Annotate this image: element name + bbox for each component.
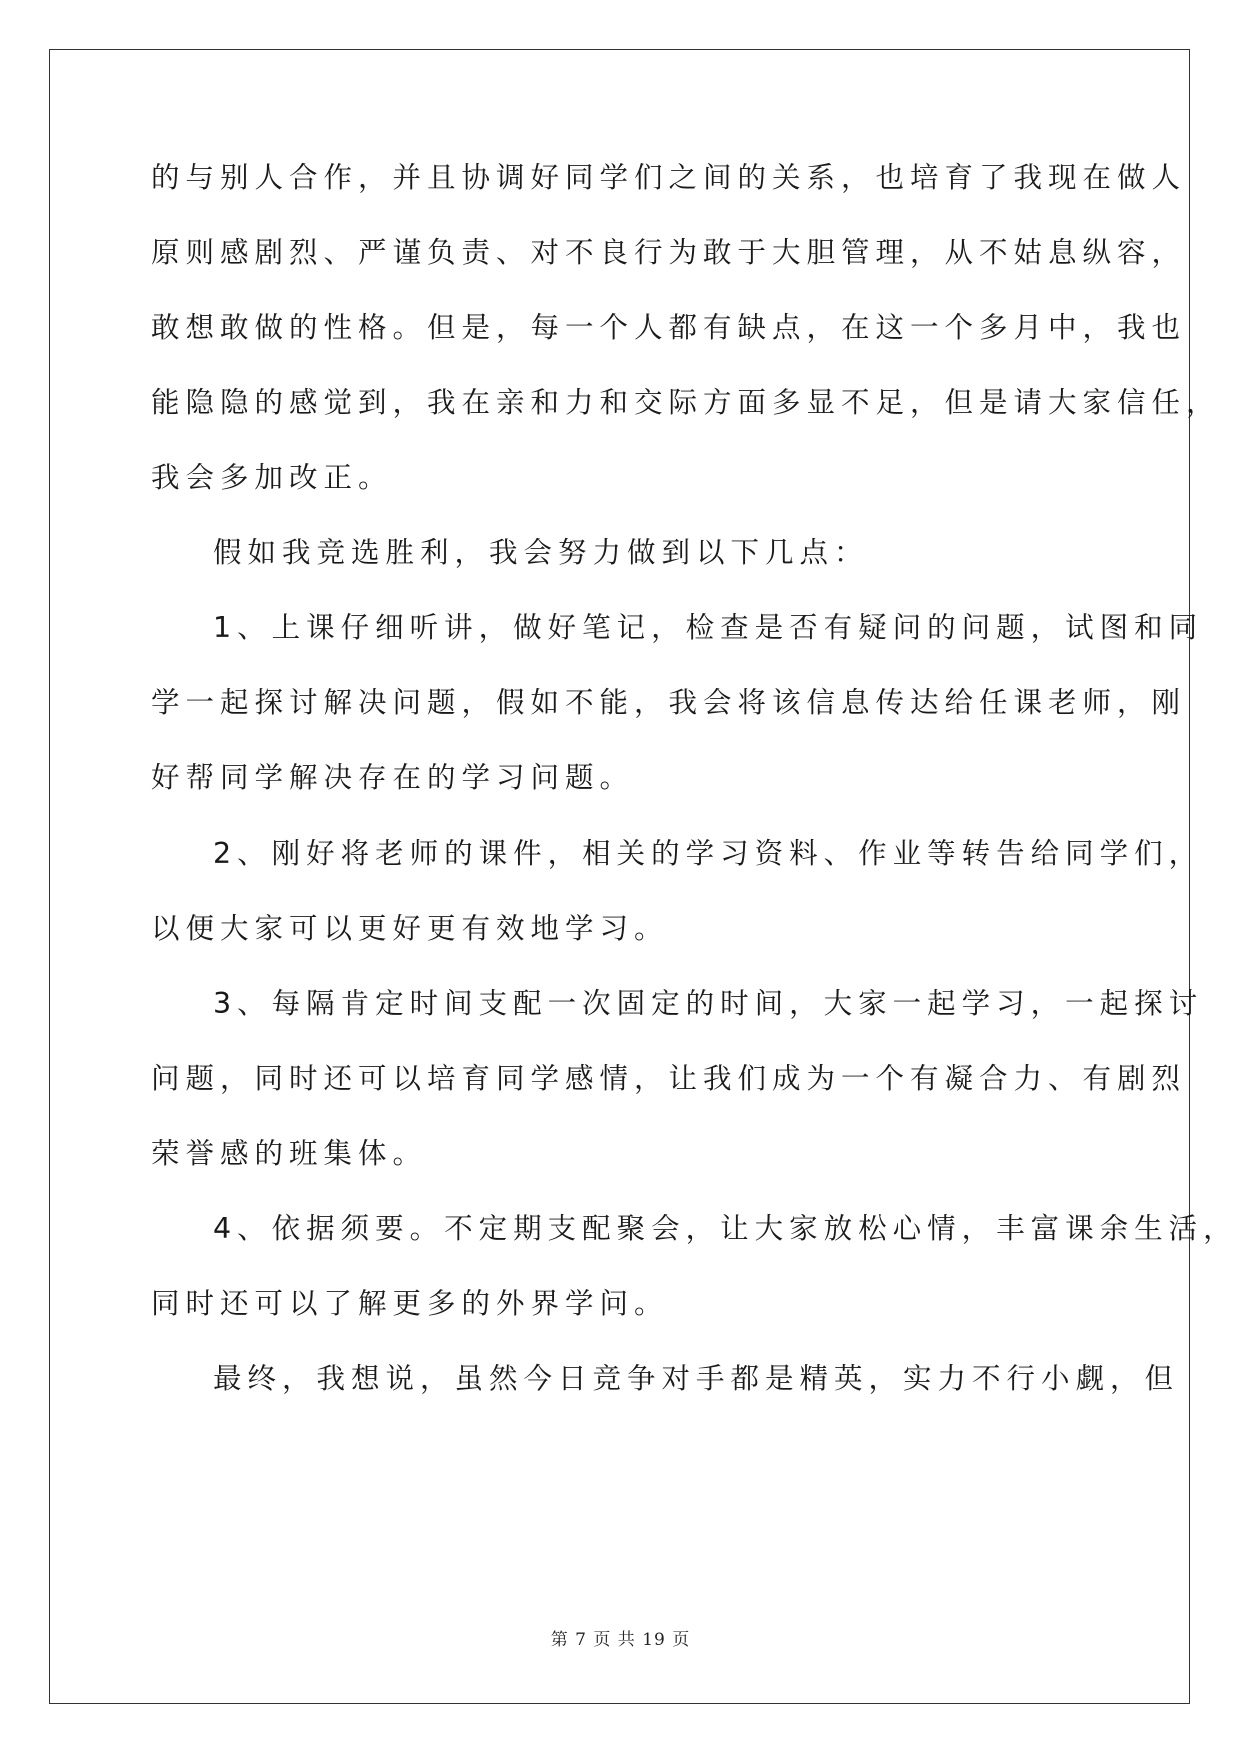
text-line: 能隐隐的感觉到，我在亲和力和交际方面多显不足，但是请大家信任， — [151, 386, 1221, 419]
text-line: 4、依据须要。不定期支配聚会，让大家放松心情，丰富课余生活， — [213, 1212, 1238, 1245]
text-line: 好帮同学解决存在的学习问题。 — [151, 761, 635, 794]
text-line: 2、刚好将老师的课件，相关的学习资料、作业等转告给同学们， — [213, 837, 1204, 870]
text-line: 1、上课仔细听讲，做好笔记，检查是否有疑问的问题，试图和同 — [213, 611, 1204, 644]
text-line: 的与别人合作，并且协调好同学们之间的关系，也培育了我现在做人 — [151, 161, 1187, 194]
text-line: 原则感剧烈、严谨负责、对不良行为敢于大胆管理，从不姑息纵容， — [151, 236, 1187, 269]
text-line: 3、每隔肯定时间支配一次固定的时间，大家一起学习，一起探讨 — [213, 987, 1204, 1020]
text-line: 问题，同时还可以培育同学感情，让我们成为一个有凝合力、有剧烈 — [151, 1062, 1187, 1095]
text-line: 学一起探讨解决问题，假如不能，我会将该信息传达给任课老师，刚 — [151, 686, 1187, 719]
page-number-footer: 第 7 页 共 19 页 — [550, 1630, 691, 1650]
text-line: 敢想敢做的性格。但是，每一个人都有缺点，在这一个多月中，我也 — [151, 311, 1187, 344]
text-line: 同时还可以了解更多的外界学问。 — [151, 1287, 669, 1320]
page-border — [49, 49, 1190, 1704]
text-line: 荣誉感的班集体。 — [151, 1137, 428, 1170]
text-line: 以便大家可以更好更有效地学习。 — [151, 912, 669, 945]
text-line: 假如我竞选胜利，我会努力做到以下几点： — [213, 536, 869, 569]
text-line: 我会多加改正。 — [151, 461, 393, 494]
text-line: 最终，我想说，虽然今日竞争对手都是精英，实力不行小觑，但 — [213, 1362, 1180, 1395]
